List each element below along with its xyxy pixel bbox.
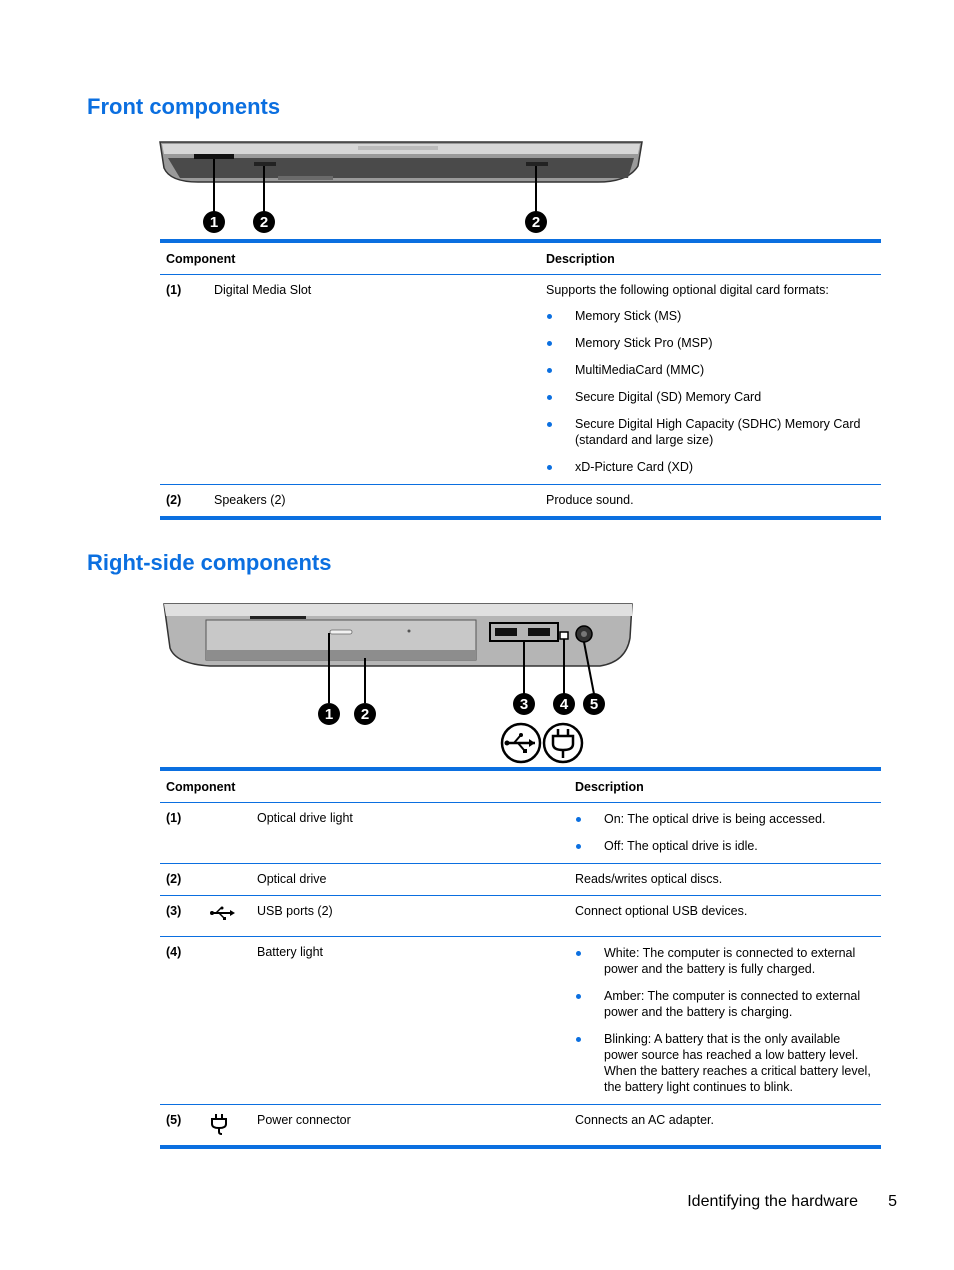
svg-text:5: 5 <box>589 696 599 713</box>
power-plug-icon <box>544 724 582 762</box>
callout-1 <box>318 703 340 725</box>
list-item: White: The computer is connected to external power and the battery is fully charged. <box>575 945 875 977</box>
list-item: Off: The optical drive is idle. <box>575 838 875 854</box>
front-view-illustration <box>158 136 644 236</box>
callout-3 <box>513 693 535 715</box>
list-item: Secure Digital (SD) Memory Card <box>546 389 875 405</box>
front-components-heading: Front components <box>87 94 281 119</box>
svg-text:1: 1 <box>209 214 219 231</box>
component-name: Power connector <box>257 1113 351 1127</box>
component-description: Connect optional USB devices. <box>575 904 748 918</box>
callout-5 <box>583 693 605 715</box>
row-icon-cell <box>204 937 251 1105</box>
table-row <box>160 485 881 519</box>
row-number: (2) <box>166 493 182 507</box>
row-number: (5) <box>166 1113 182 1127</box>
svg-text:1: 1 <box>324 706 334 723</box>
list-item: Amber: The computer is connected to external power and the battery is charging. <box>575 988 875 1020</box>
table-header-row <box>160 769 881 803</box>
list-item: Memory Stick (MS) <box>546 308 875 324</box>
col-component: Component <box>166 252 236 266</box>
list-item: xD-Picture Card (XD) <box>546 459 875 475</box>
right-side-components-heading: Right-side components <box>87 550 332 575</box>
row-icon-cell <box>204 803 251 864</box>
list-item: Secure Digital High Capacity (SDHC) Memory Card (standard and large size) <box>546 416 875 448</box>
footer-chapter-title: Identifying the hardware <box>687 1193 858 1210</box>
list-item: MultiMediaCard (MMC) <box>546 362 875 378</box>
component-name: USB ports (2) <box>257 904 333 918</box>
table-row <box>160 896 881 937</box>
table-row <box>160 1105 881 1147</box>
list-item: On: The optical drive is being accessed. <box>575 811 875 827</box>
row-icon-cell <box>204 864 251 896</box>
callout-1 <box>203 211 225 233</box>
table-header-row <box>160 241 881 275</box>
power-plug-icon <box>204 1105 251 1147</box>
callout-4 <box>553 693 575 715</box>
component-description <box>569 937 881 1105</box>
svg-text:3: 3 <box>519 696 529 713</box>
page-number: 5 <box>888 1193 897 1210</box>
usb-icon <box>502 724 540 762</box>
list-item: Blinking: A battery that is the only available power source has reached a low battery level. When the battery reaches a critical battery level, the battery light continues to blink. <box>575 1031 875 1095</box>
callout-2b <box>525 211 547 233</box>
col-component: Component <box>166 780 236 794</box>
component-name: Digital Media Slot <box>214 283 312 297</box>
component-description <box>569 803 881 864</box>
bullet-list <box>575 945 875 1095</box>
row-number: (1) <box>166 811 182 825</box>
table-row <box>160 275 881 485</box>
usb-icon <box>204 896 251 937</box>
component-description <box>540 275 881 485</box>
row-number: (2) <box>166 872 182 886</box>
component-name: Battery light <box>257 945 324 959</box>
table-row <box>160 937 881 1105</box>
callout-2 <box>354 703 376 725</box>
component-name: Speakers (2) <box>214 493 286 507</box>
bullet-list <box>575 811 875 854</box>
component-name: Optical drive <box>257 872 327 886</box>
svg-text:2: 2 <box>360 706 370 723</box>
col-description: Description <box>575 780 644 794</box>
svg-text:2: 2 <box>531 214 541 231</box>
component-description: Reads/writes optical discs. <box>575 872 723 886</box>
component-description: Produce sound. <box>546 493 634 507</box>
table-row <box>160 803 881 864</box>
description-intro: Supports the following optional digital card formats: <box>546 283 829 297</box>
bullet-list <box>546 308 875 475</box>
component-description: Connects an AC adapter. <box>575 1113 714 1127</box>
svg-text:4: 4 <box>559 696 569 713</box>
front-components-table <box>160 239 881 520</box>
right-side-components-table <box>160 767 881 1149</box>
row-number: (1) <box>166 283 182 297</box>
component-name: Optical drive light <box>257 811 353 825</box>
col-description: Description <box>546 252 615 266</box>
svg-text:2: 2 <box>259 214 269 231</box>
callout-2 <box>253 211 275 233</box>
list-item: Memory Stick Pro (MSP) <box>546 335 875 351</box>
row-number: (4) <box>166 945 182 959</box>
right-side-view-illustration <box>160 598 638 766</box>
table-row <box>160 864 881 896</box>
row-number: (3) <box>166 904 182 918</box>
